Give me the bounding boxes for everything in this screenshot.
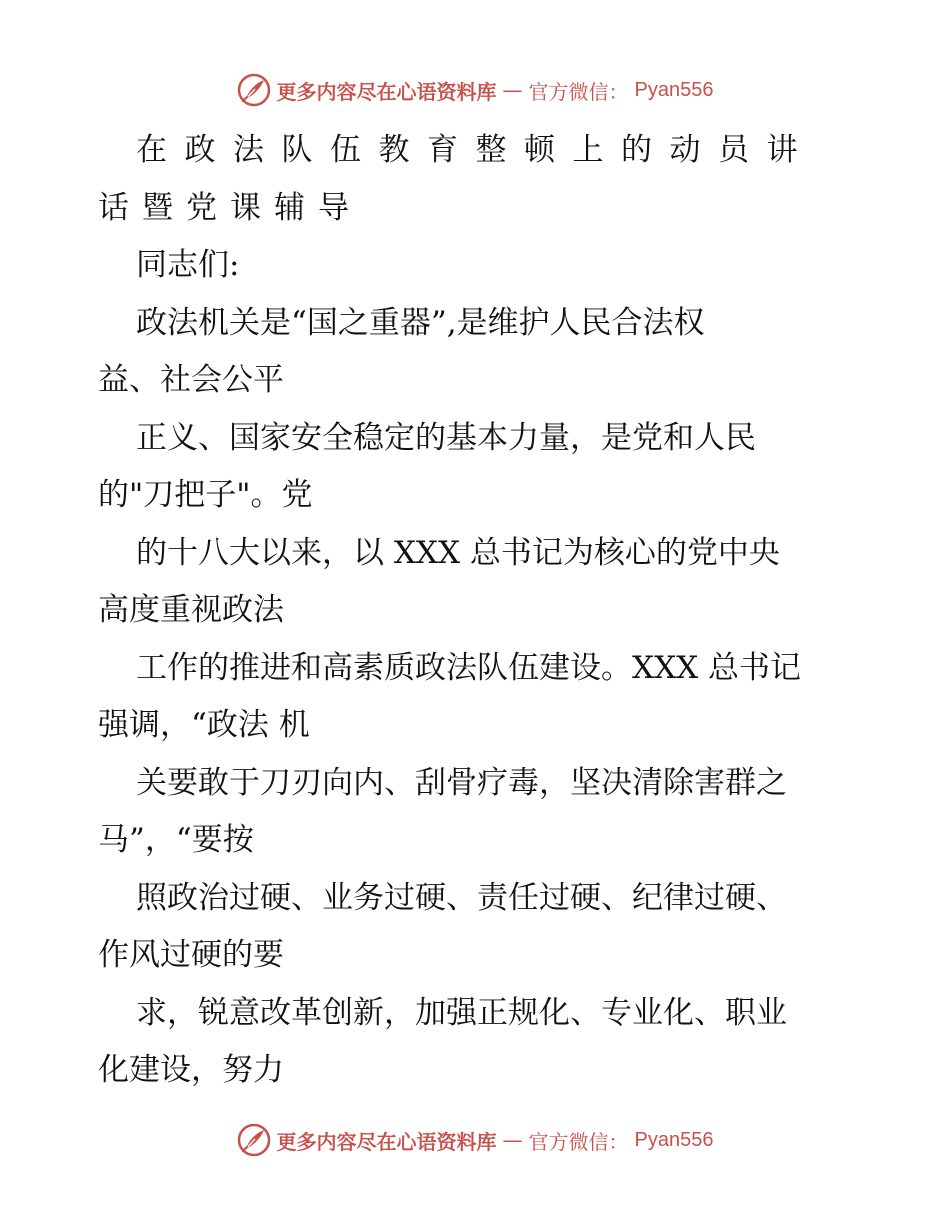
body-line: 作风过硬的要: [98, 937, 284, 973]
title-line-1: 在政法队伍教育整顿上的动员讲: [136, 132, 815, 168]
watermark-site-text: 更多内容尽在心语资料库: [276, 1129, 497, 1154]
feather-quill-logo-icon: [237, 73, 271, 107]
body-line: 正义、国家安全稳定的基本力量，是党和人民: [136, 419, 756, 456]
watermark-wechat-label: 官方微信：: [528, 1129, 629, 1154]
watermark-site-text: 更多内容尽在心语资料库: [276, 79, 497, 104]
body-line: 的十八大以来，以 XXX 总书记为核心的党中央: [136, 534, 780, 571]
watermark-wechat-label: 官方微信：: [528, 79, 629, 104]
body-line: 工作的推进和高素质政法队伍建设。XXX 总书记: [136, 649, 802, 686]
body-line: 强调，“政法 机: [98, 707, 310, 743]
feather-quill-logo-icon: [237, 1123, 271, 1157]
footer-watermark: [0, 1120, 950, 1160]
salutation: 同志们:: [136, 247, 240, 283]
body-line: 的"刀把子"。党: [98, 477, 313, 513]
watermark-separator: —: [502, 78, 523, 102]
body-line: 化建设，努力: [98, 1052, 284, 1088]
watermark-separator: —: [502, 1128, 523, 1152]
watermark-wechat-id: Pyan556: [634, 1128, 714, 1151]
header-watermark: [0, 70, 950, 110]
document-body: [98, 122, 858, 1100]
body-line: 政法机关是“国之重器”,是维护人民合法权: [136, 304, 705, 341]
body-line: 马”，“要按: [98, 822, 254, 858]
title-line-2: 话暨党课辅导: [98, 189, 362, 226]
body-line: 照政治过硬、业务过硬、责任过硬、纪律过硬、: [136, 879, 787, 916]
body-line: 高度重视政法: [98, 592, 284, 628]
watermark-wechat-id: Pyan556: [634, 78, 714, 101]
body-line: 益、社会公平: [98, 362, 284, 398]
body-line: 关要敢于刀刃向内、刮骨疗毒，坚决清除害群之: [136, 764, 787, 801]
body-line: 求，锐意改革创新，加强正规化、专业化、职业: [136, 994, 787, 1031]
